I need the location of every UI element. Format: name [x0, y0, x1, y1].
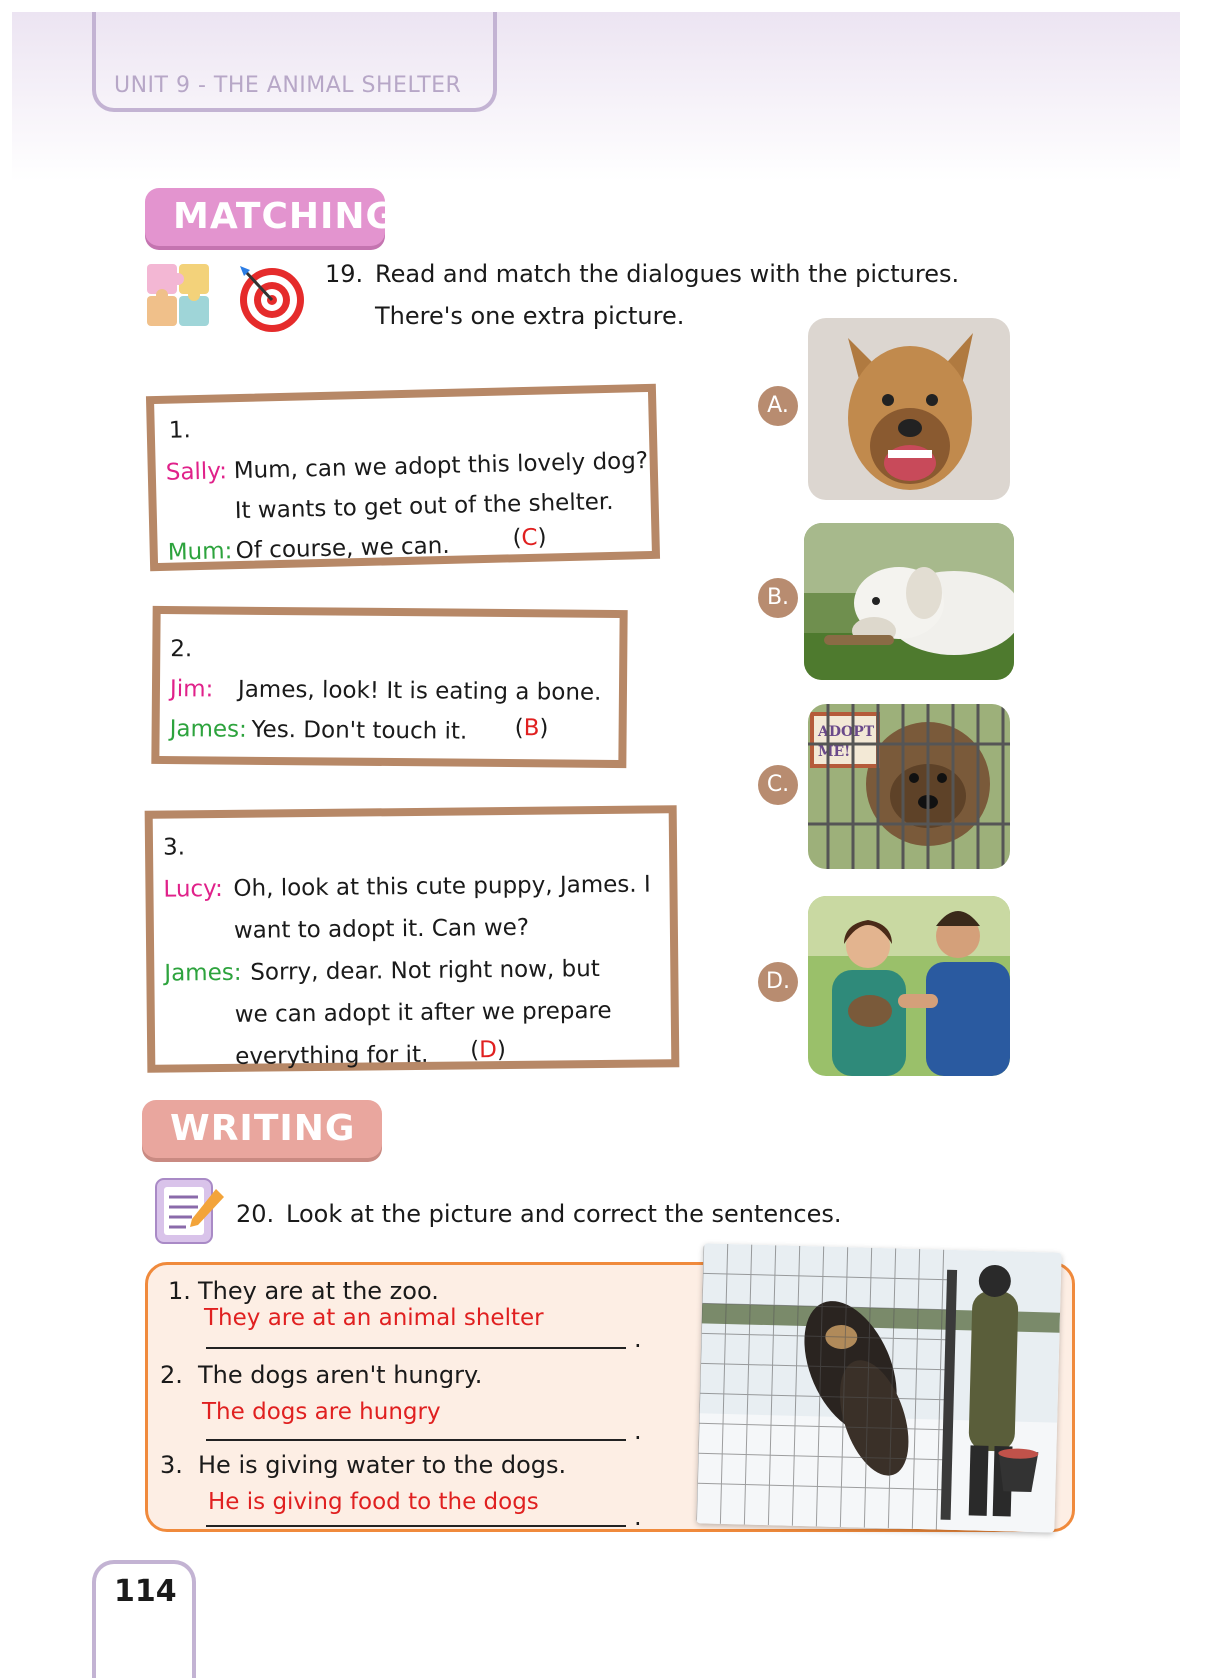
- page-number: 114: [114, 1574, 177, 1609]
- speaker-label: Sally:: [165, 458, 228, 486]
- answer-slot: [470, 1037, 506, 1063]
- picture-letter-c: C.: [758, 765, 798, 805]
- target-icon: [232, 258, 308, 334]
- dialogue-number: 2.: [170, 636, 193, 663]
- dog-photo-a: [808, 318, 1010, 500]
- puzzle-icon: [145, 262, 211, 328]
- speaker-label: James:: [164, 959, 242, 987]
- unit-tab: [92, 12, 497, 112]
- writing-instruction: [236, 1200, 841, 1228]
- dialogue-line: Oh, look at this cute puppy, James. I: [233, 871, 651, 902]
- answer-bracket: (: [470, 1037, 480, 1064]
- given-sentence: They are at the zoo.: [198, 1277, 439, 1305]
- speaker-label: Mum:: [167, 538, 233, 566]
- answer-text: He is giving food to the dogs: [208, 1489, 539, 1515]
- dialogue-line: Of course, we can.: [235, 532, 450, 565]
- instruction-text-2: There's one extra picture.: [375, 302, 685, 330]
- answer-line: [206, 1347, 626, 1349]
- picture-letter-b: B.: [758, 578, 798, 618]
- speaker-label: Lucy:: [163, 875, 223, 903]
- instruction-text: Look at the picture and correct the sentences.: [286, 1200, 842, 1228]
- dialogue-line: everything for it.: [235, 1041, 429, 1070]
- answer-bracket: ): [539, 715, 549, 742]
- page-number-tab: [92, 1560, 196, 1678]
- dialogue-line: Yes. Don't touch it.: [251, 716, 468, 745]
- dialogue-box-1: [146, 384, 660, 571]
- matching-badge: MATCHING: [145, 188, 385, 246]
- dialogue-box-3: [145, 805, 680, 1073]
- speaker-label: James:: [169, 716, 247, 743]
- answer-text: They are at an animal shelter: [204, 1305, 544, 1331]
- answer-bracket: ): [496, 1037, 506, 1064]
- answer-line: [206, 1525, 626, 1527]
- given-sentence: The dogs aren't hungry.: [198, 1361, 483, 1389]
- shelter-photo: [696, 1243, 1061, 1532]
- answer-bracket: (: [514, 715, 524, 742]
- instruction-number: 19.: [325, 260, 364, 288]
- people-puppy-photo-d: [808, 896, 1010, 1076]
- picture-letter-a: A.: [758, 386, 798, 426]
- dialogue-line: want to adopt it. Can we?: [233, 914, 530, 944]
- notepad-pencil-icon: [154, 1175, 226, 1247]
- dialogue-line: Mum, can we adopt this lovely dog?: [233, 448, 649, 485]
- answer-bracket: (: [512, 525, 522, 552]
- answer-text: The dogs are hungry: [202, 1399, 441, 1425]
- picture-letter-d: D.: [758, 962, 798, 1002]
- dialogue-line: Sorry, dear. Not right now, but: [250, 956, 600, 986]
- dialogue-box-2: [151, 606, 627, 768]
- item-number: 1.: [168, 1277, 191, 1305]
- dialogue-line: we can adopt it after we prepare: [234, 997, 612, 1028]
- svg-text:ME!: ME!: [818, 744, 851, 760]
- dog-photo-c: [808, 704, 1010, 869]
- answer-letter: D: [479, 1037, 498, 1064]
- adopt-sign: ADOPT: [818, 724, 875, 740]
- instruction-number: 20.: [236, 1200, 275, 1228]
- unit-title: UNIT 9 - THE ANIMAL SHELTER: [114, 73, 462, 98]
- dog-photo-b: [804, 523, 1014, 680]
- answer-bracket: ): [537, 524, 547, 551]
- sentence-end: .: [634, 1325, 642, 1353]
- dialogue-number: 3.: [162, 834, 186, 861]
- writing-badge: WRITING: [142, 1100, 382, 1158]
- sentence-end: .: [634, 1503, 642, 1531]
- answer-slot: [515, 715, 549, 741]
- answer-letter: B: [523, 715, 540, 742]
- matching-instruction: [325, 260, 959, 288]
- dialogue-line: It wants to get out of the shelter.: [234, 488, 614, 525]
- answer-letter: C: [521, 524, 538, 552]
- item-number: 2.: [160, 1361, 183, 1389]
- answer-slot: [512, 525, 547, 552]
- given-sentence: He is giving water to the dogs.: [198, 1451, 567, 1479]
- answer-line: [206, 1439, 626, 1441]
- instruction-text-1: Read and match the dialogues with the pictures.: [375, 260, 960, 288]
- item-number: 3.: [160, 1451, 183, 1479]
- dialogue-line: James, look! It is eating a bone.: [237, 676, 602, 706]
- speaker-label: Jim:: [169, 676, 214, 703]
- dialogue-number: 1.: [168, 417, 192, 444]
- sentence-end: .: [634, 1417, 642, 1445]
